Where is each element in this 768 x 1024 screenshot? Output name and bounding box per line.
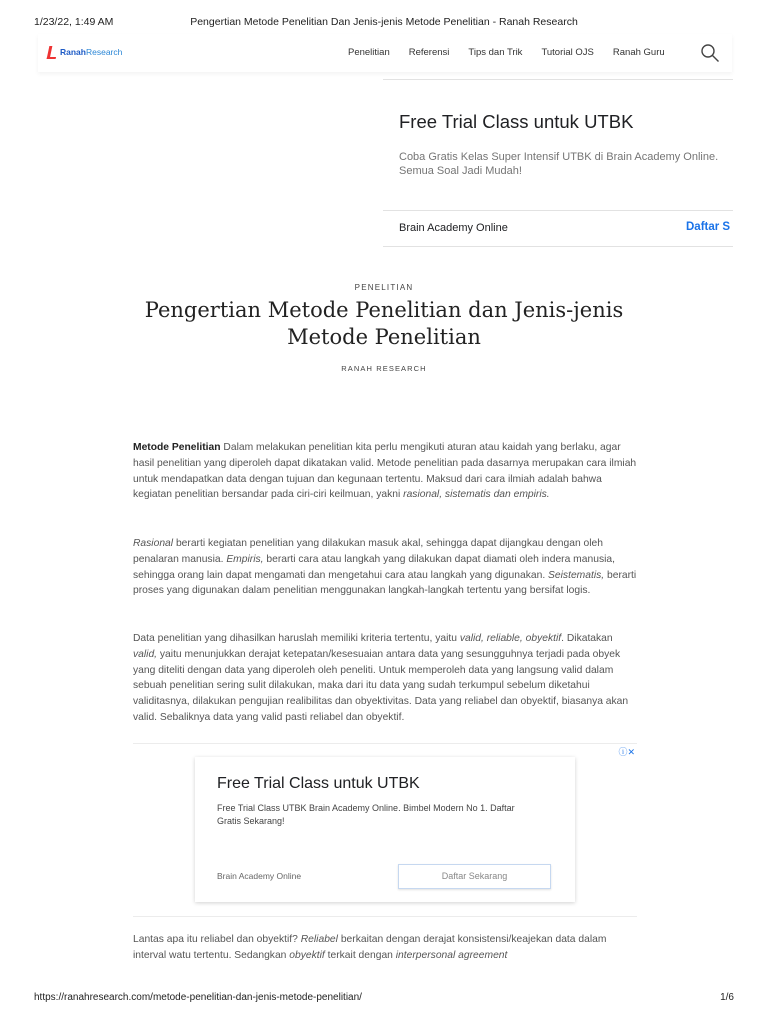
inline-ad-card[interactable] [195, 757, 575, 902]
top-ad-advertiser: Brain Academy Online [399, 222, 508, 234]
logo-text-ranah: Ranah [60, 47, 86, 57]
paragraph-4: Lantas apa itu reliabel dan obyektif? Reliabel berkaitan dengan derajat konsistensi/keajekan data dalam interval watu tertentu. Sedangkan obyektif terkait dengan interpersonal agreement [133, 934, 607, 961]
nav-item-ranah-guru[interactable]: Ranah Guru [612, 47, 665, 58]
article-category[interactable]: PENELITIAN [354, 283, 414, 292]
print-document-title: Pengertian Metode Penelitian Dan Jenis-jenis Metode Penelitian - Ranah Research [190, 16, 578, 28]
print-datetime: 1/23/22, 1:49 AM [34, 16, 114, 28]
inline-ad-title[interactable]: Free Trial Class untuk UTBK [217, 775, 420, 792]
paragraph-2: Rasional berarti kegiatan penelitian yang dilakukan masuk akal, sehingga dapat dijangkau dengan oleh penalaran manusia. Empiris, berarti cara atau langkah yang dilakukan dapat diamati oleh indera manusia, sehingga orang lain dapat mengamati dan mengetahui cara atau langkah yang digunakan. Seistematis, berarti proses yang digunakan dalam penelitian menggunakan langkah-langkah tertentu yang bersifat logis. [133, 538, 637, 597]
top-ad-rule-bottom [383, 246, 733, 247]
inline-ad [133, 743, 637, 917]
inline-ad-description: Free Trial Class UTBK Brain Academy Online. Bimbel Modern No 1. Daftar Gratis Sekarang! [217, 803, 515, 826]
nav-item-tutorial-ojs[interactable]: Tutorial OJS [541, 47, 594, 58]
print-footer [0, 992, 768, 1006]
ad-choices-close-icon[interactable]: ⓘ✕ [618, 747, 635, 757]
print-page-number: 1/6 [720, 992, 734, 1003]
top-ad-rule-top [383, 79, 733, 80]
inline-ad-advertiser: Brain Academy Online [217, 871, 302, 881]
top-ad-title[interactable]: Free Trial Class untuk UTBK [399, 111, 634, 132]
logo-text-research: Research [85, 47, 123, 57]
article-title: Pengertian Metode Penelitian dan Jenis-jenis Metode Penelitian [144, 298, 624, 349]
print-url: https://ranahresearch.com/metode-penelitian-dan-jenis-metode-penelitian/ [34, 992, 362, 1003]
top-ad-cta-button[interactable]: Daftar S [686, 221, 731, 233]
top-ad-rule-middle [383, 210, 733, 211]
inline-ad-cta-button[interactable]: Daftar Sekarang [398, 864, 551, 889]
paragraph-1: Metode Penelitian Dalam melakukan penelitian kita perlu mengikuti aturan atau kaidah yang berlaku, agar hasil penelitian yang diperoleh dapat dikatakan valid. Metode penelitian pada dasarnya merupakan cara ilmiah untuk mendapatkan data dengan tujuan dan kegunaan tertentu. Maksud dari cara ilmiah adalah bahwa kegiatan penelitian bersandar pada ciri-ciri keilmuan, yakni rasional, sistematis dan empiris. [133, 442, 637, 501]
paragraph-3: Data penelitian yang dihasilkan haruslah memiliki kriteria tertentu, yaitu valid, reliable, obyektif. Dikatakan valid, yaitu menunjukkan derajat ketepatan/kesesuaian antara data yang sesungguhnya terjadi pada obyek yang diteliti dengan data yang diperoleh oleh peneliti. Untuk memperoleh data yang langsung valid dalam sebuah penelitian sering sulit dilakukan, maka dari itu data yang sudah terkumpul sebelum diketahui validitasnya, dilakukan pengujian realibilitas dan obyektivitas. Data yang reliabel dan obyektif, biasanya akan valid. Sebaliknya data yang valid pasti reliabel dan obyektif. [133, 633, 629, 723]
article-author[interactable]: RANAH RESEARCH [341, 364, 427, 373]
top-ad-description: Coba Gratis Kelas Super Intensif UTBK di Brain Academy Online. Semua Soal Jadi Mudah! [399, 151, 719, 177]
lead-term: Metode Penelitian [133, 442, 221, 453]
nav-item-tips-dan-trik[interactable]: Tips dan Trik [468, 47, 523, 58]
nav-item-penelitian[interactable]: Penelitian [348, 47, 390, 58]
nav-item-referensi[interactable]: Referensi [408, 47, 450, 58]
